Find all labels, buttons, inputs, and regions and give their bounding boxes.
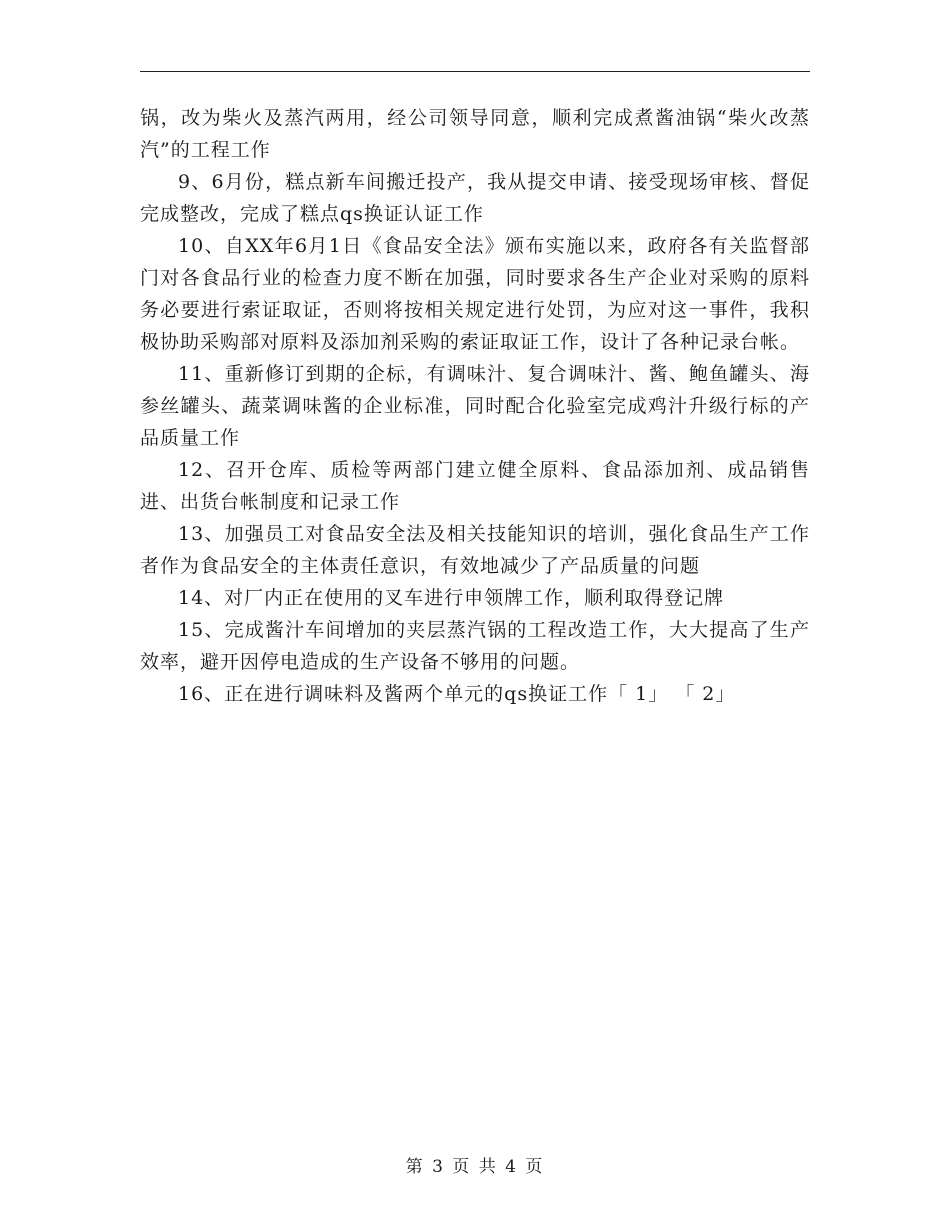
paragraph-item-13: 13、加强员工对食品安全法及相关技能知识的培训，强化食品生产工作者作为食品安全的主体责任意识，有效地减少了产品质量的问题 [140, 523, 810, 577]
paragraph-item-12: 12、召开仓库、质检等两部门建立健全原料、食品添加剂、成品销售进、出货台帐制度和记录工作 [140, 459, 810, 513]
document-body [140, 102, 810, 710]
paragraph-item-16: 16、正在进行调味料及酱两个单元的qs换证工作「 1」 「 2」 [178, 683, 736, 705]
paragraph-item-11: 11、重新修订到期的企标，有调味汁、复合调味汁、酱、鲍鱼罐头、海参丝罐头、蔬菜调味酱的企业标准，同时配合化验室完成鸡汁升级行标的产品质量工作 [140, 363, 810, 449]
header-rule [140, 71, 810, 72]
paragraph-item-14: 14、对厂内正在使用的叉车进行申领牌工作，顺利取得登记牌 [178, 587, 725, 609]
paragraph-item-10: 10、自XX年6月1日《食品安全法》颁布实施以来，政府各有关监督部门对各食品行业的检查力度不断在加强，同时要求各生产企业对采购的原料务必要进行索证取证，否则将按相关规定进行处罚，为应对这一事件，我积极协助采购部对原料及添加剂采购的索证取证工作，设计了各种记录台帐。 [140, 235, 810, 353]
paragraph-item-15: 15、完成酱汁车间增加的夹层蒸汽锅的工程改造工作，大大提高了生产效率，避开因停电造成的生产设备不够用的问题。 [140, 619, 810, 673]
page-number-footer: 第 3 页 共 4 页 [405, 1157, 545, 1177]
paragraph-continuation: 锅，改为柴火及蒸汽两用，经公司领导同意，顺利完成煮酱油锅“柴火改蒸汽”的工程工作 [140, 107, 810, 161]
paragraph-item-9: 9、6月份，糕点新车间搬迁投产，我从提交申请、接受现场审核、督促完成整改，完成了糕点qs换证认证工作 [140, 171, 810, 225]
